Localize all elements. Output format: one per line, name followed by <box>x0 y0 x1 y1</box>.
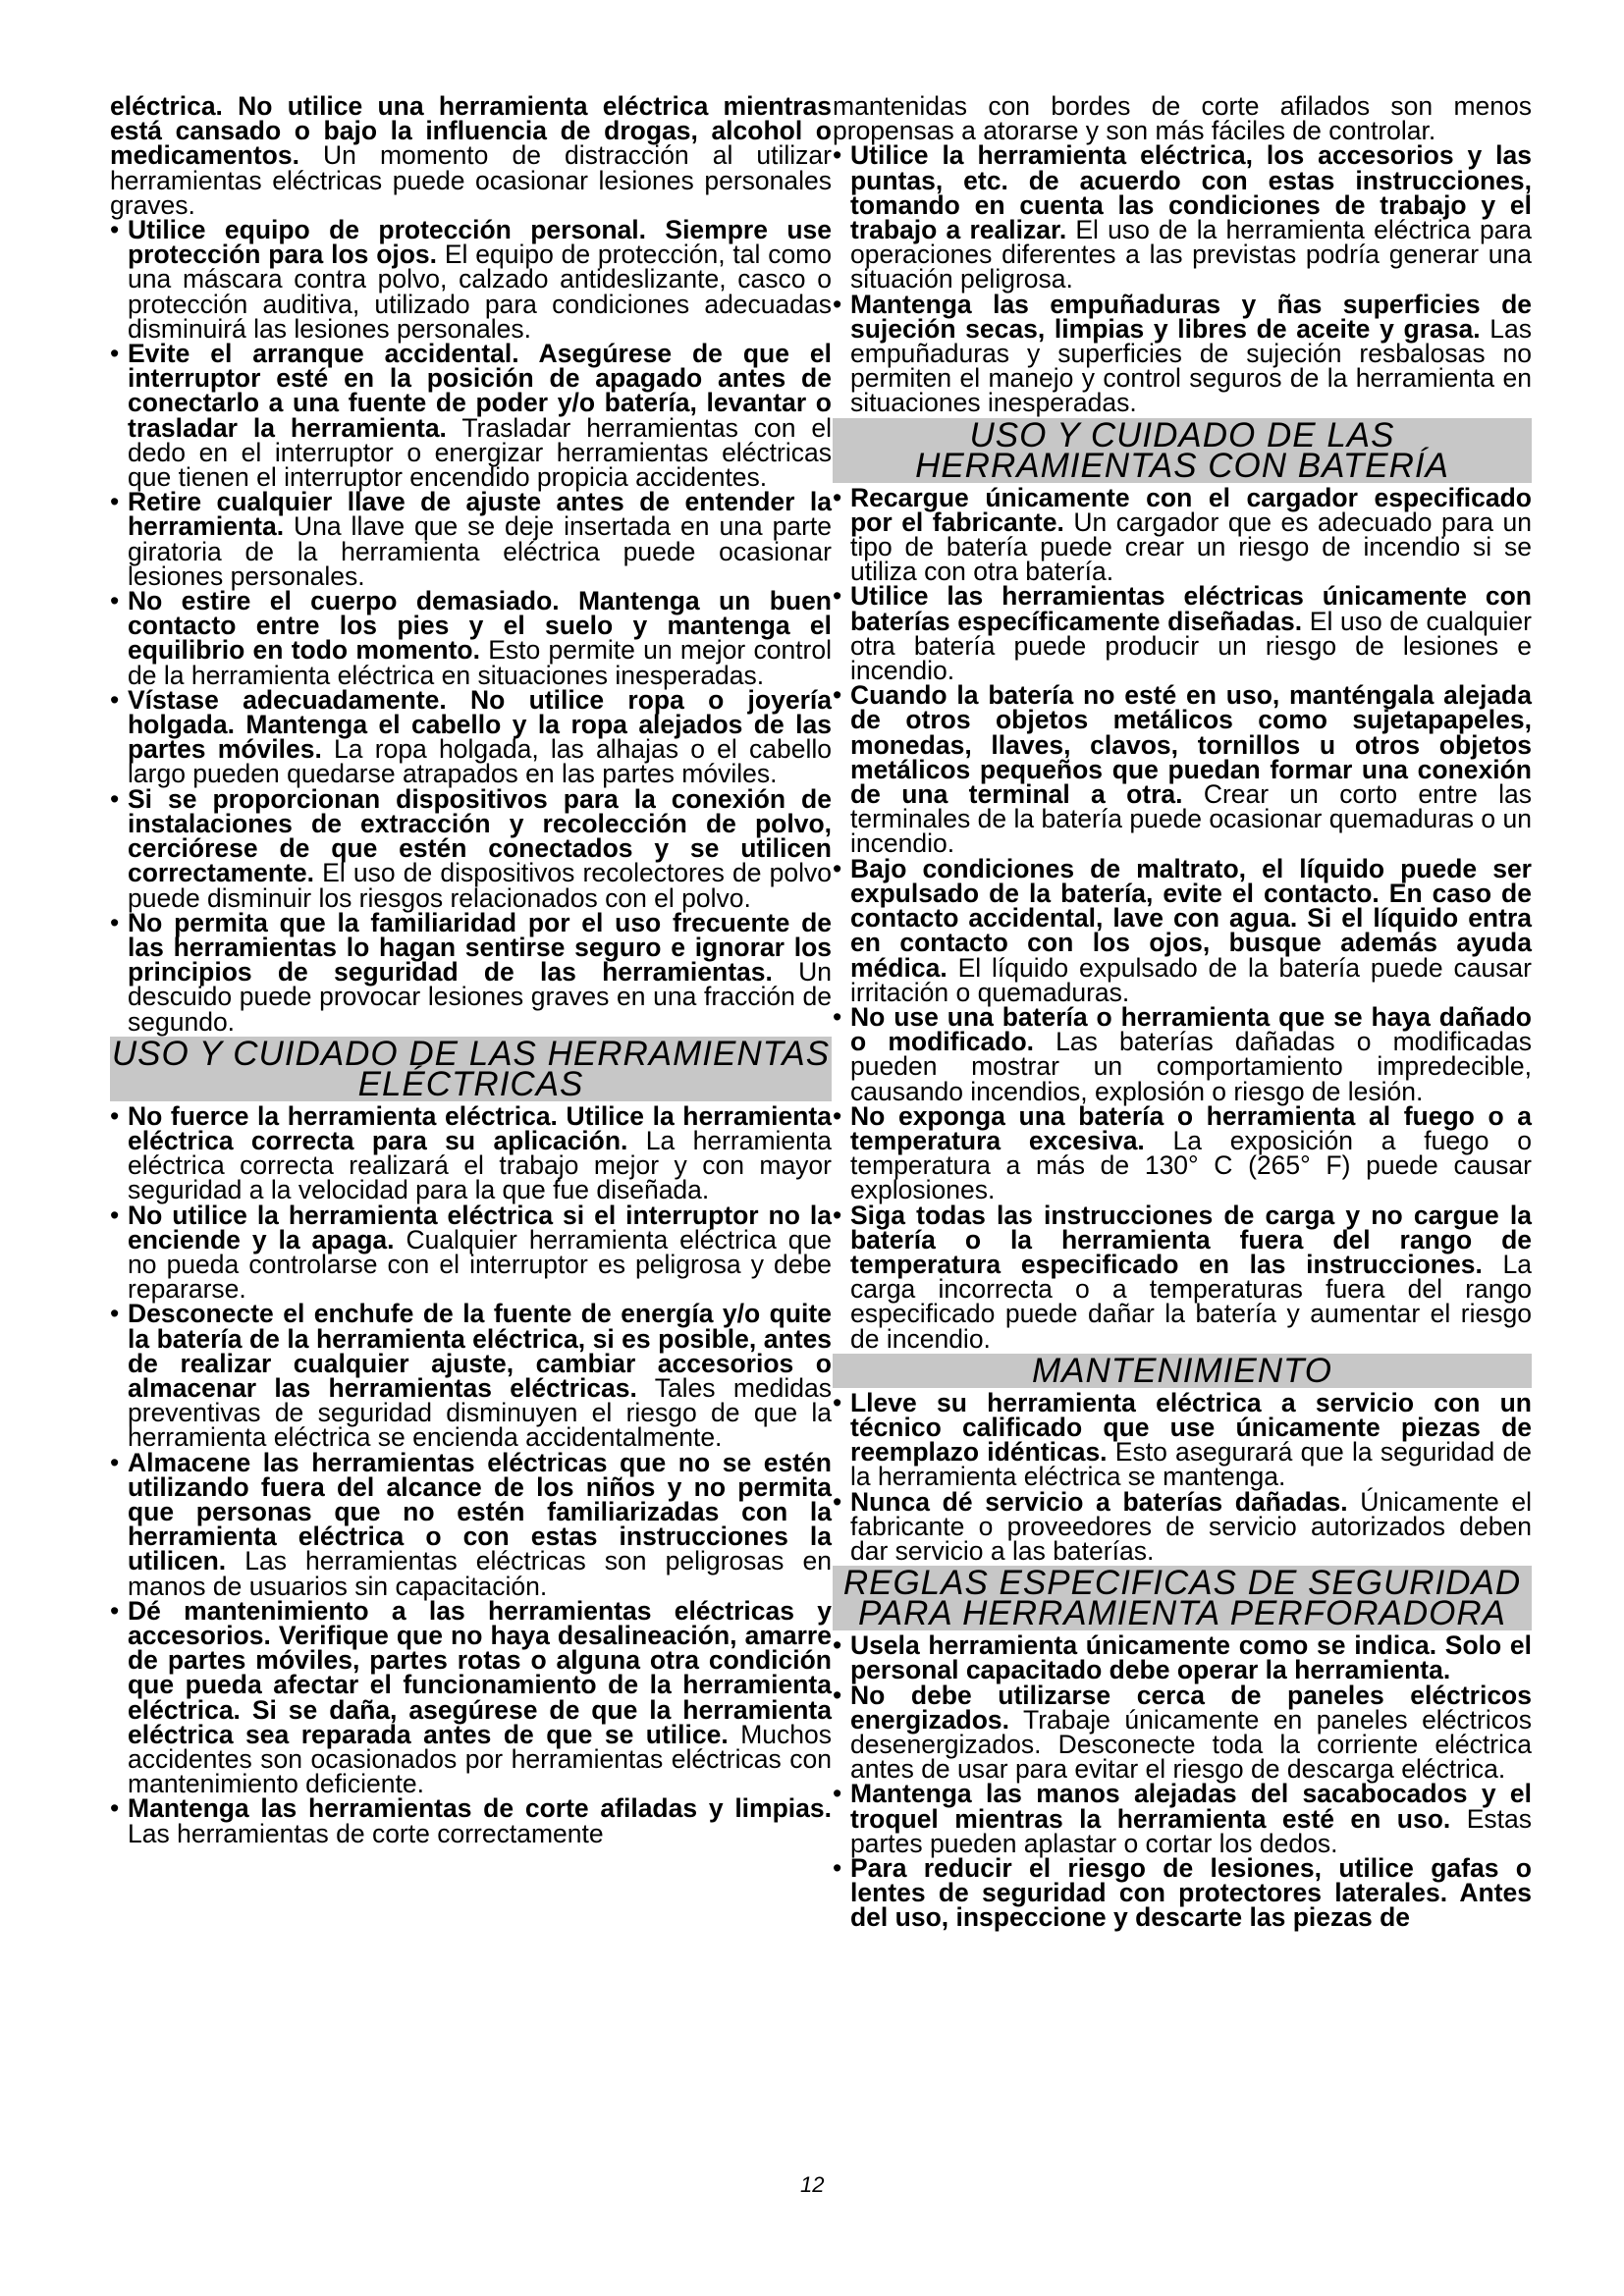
bold-lead-text: Nunca dé servicio a baterías dañadas. <box>850 1486 1348 1517</box>
bullet-item <box>110 339 832 493</box>
body-text: Cualquier herramienta eléctrica que no pueda controlarse con el interruptor es peligrosa y debe repararse. <box>128 1224 832 1305</box>
bold-lead-text: Utilice la herramienta eléctrica, los accesorios y las puntas, etc. de acuerdo con estas instrucciones, tomando en cuenta las condiciones de trabajo y el trabajo a realizar. <box>850 140 1532 245</box>
section-heading: USO Y CUIDADO DE LAS HERRAMIENTAS CON BATERÍA <box>833 418 1532 483</box>
body-text: Únicamente el fabricante o proveedores de servicio autorizados deben dar servicio a las baterías. <box>850 1486 1532 1566</box>
bullet-item <box>833 1630 1532 1685</box>
bullet-item <box>110 586 832 690</box>
body-text: Muchos accidentes son ocasionados por herramientas eléctricas con mantenimiento deficiente. <box>128 1719 832 1799</box>
bold-lead-text: No estire el cuerpo demasiado. Mantenga un buen contacto entre los pies y el suelo y mantenga el equilibrio en todo momento. <box>128 586 832 666</box>
bold-lead-text: Evite el arranque accidental. Asegúrese de que el interruptor esté en la posición de apagado antes de conectarlo a una fuente de poder y/o batería, levantar o trasladar la herramienta. <box>128 339 832 443</box>
bullet-icon: • <box>833 1779 842 1809</box>
section-heading: USO Y CUIDADO DE LAS HERRAMIENTAS ELÉCTRICAS <box>111 1034 831 1103</box>
bullet-item <box>110 215 832 344</box>
bullet-item <box>833 1680 1532 1785</box>
bullet-icon: • <box>833 853 842 883</box>
bullet-item <box>833 1853 1532 1933</box>
body-text: Trabaje únicamente en paneles eléctricos desenergizados. Desconecte toda la corriente eléctrica antes de usar para evitar el riesgo de descarga eléctrica. <box>850 1704 1532 1785</box>
bullet-icon: • <box>833 680 842 711</box>
bullet-item <box>833 581 1532 686</box>
bullet-icon: • <box>833 1387 842 1417</box>
bold-lead-text: Mantenga las herramientas de corte afiladas y limpias. <box>128 1793 832 1824</box>
bullet-icon: • <box>110 1200 120 1230</box>
bullet-icon: • <box>110 339 120 369</box>
bold-lead-text: No utilice la herramienta eléctrica si el interruptor no la enciende y la apaga. <box>128 1200 832 1255</box>
bullet-item <box>110 1595 832 1799</box>
bullet-item <box>110 487 832 591</box>
body-text: Las baterías dañadas o modificadas pueden mostrar un comportamiento impredecible, causando incendios, explosión o riesgo de lesión. <box>850 1027 1533 1106</box>
body-text: Las empuñaduras y superficies de sujeción resbalosas no permiten el manejo y control seguros de la herramienta en situaciones inesperadas. <box>850 313 1532 418</box>
bullet-item <box>833 1100 1533 1205</box>
bullet-icon: • <box>110 1595 120 1626</box>
bullet-item <box>833 1779 1533 1858</box>
bullet-icon: • <box>833 1100 842 1131</box>
bullet-icon: • <box>110 684 120 715</box>
bold-lead-text: Recargue únicamente con el cargador especificado por el fabricante. <box>850 482 1532 537</box>
section-heading: MANTENIMIENTO <box>833 1354 1532 1388</box>
bullet-icon: • <box>110 586 120 616</box>
bullet-item <box>110 783 832 913</box>
bullet-item <box>833 482 1532 587</box>
body-text: Estas partes pueden aplastar o cortar los dedos. <box>850 1803 1533 1858</box>
bold-lead-text: Bajo condiciones de maltrato, el líquido puede ser expulsado de la batería, evite el contacto. En caso de contacto accidental, lave con agua. Si el líquido entra en contacto con los ojos, busque además ayuda médica. <box>850 853 1532 983</box>
bold-lead-text: Retire cualquier llave de ajuste antes de entender la herramienta. <box>128 487 832 542</box>
bold-lead-text: Mantenga las empuñaduras y ñas superficies de sujeción secas, limpias y libres de aceite y grasa. <box>850 289 1532 344</box>
bold-lead-text: No debe utilizarse cerca de paneles eléctricos energizados. <box>850 1680 1532 1735</box>
body-text: Esto permite un mejor control de la herramienta eléctrica en situaciones inesperadas. <box>128 635 832 690</box>
bold-lead-text: Dé mantenimiento a las herramientas eléctricas y accesorios. Verifique que no haya desalineación, amarre de partes móviles, partes rotas o alguna otra condición que pueda afectar el funcionamiento de la herramienta eléctrica. Si se daña, asegúrese de que la herramienta eléctrica sea reparada antes de que se utilice. <box>128 1595 832 1749</box>
bold-lead-text: Desconecte el enchufe de la fuente de energía y/o quite la batería de la herramienta eléctrica, si es posible, antes de realizar cualquier ajuste, cambiar accesorios o almacenar las herramientas eléctricas. <box>128 1299 832 1403</box>
bullet-icon: • <box>110 1793 120 1824</box>
bullet-icon: • <box>833 1200 842 1230</box>
bold-lead-text: Siga todas las instrucciones de carga y no cargue la batería o la herramienta fuera del rango de temperatura especificado en las instrucciones. <box>850 1200 1532 1279</box>
body-text: Tales medidas preventivas de seguridad disminuyen el riesgo de que la herramienta eléctrica se encienda accidentalmente. <box>128 1372 832 1453</box>
bullet-icon: • <box>110 487 120 517</box>
bold-lead-text: Cuando la batería no esté en uso, manténgala alejada de otros objetos metálicos como sujetapapeles, monedas, llaves, clavos, tornillos u otros objetos metálicos pequeños que puedan formar una conexión de una terminal a otra. <box>850 680 1532 810</box>
body-text: El uso de cualquier otra batería puede producir un riesgo de lesiones e incendio. <box>850 606 1532 686</box>
bullet-icon: • <box>833 1001 842 1032</box>
bullet-icon: • <box>110 907 120 937</box>
bullet-item <box>833 1200 1532 1354</box>
body-text: mantenidas con bordes de corte afilados son menos propensas a atorarse y son más fáciles de controlar. <box>833 91 1532 146</box>
bold-lead-text: Utilice las herramientas eléctricas únicamente con baterías específicamente diseñadas. <box>850 581 1532 636</box>
bullet-icon: • <box>110 1299 120 1329</box>
bullet-item <box>110 1447 832 1601</box>
body-text: Trasladar herramientas con el dedo en el interruptor o energizar herramientas eléctricas que tienen el interruptor encendido propicia accidentes. <box>128 412 832 493</box>
body-text: El uso de la herramienta eléctrica para operaciones diferentes a las previstas podría generar una situación peligrosa. <box>850 215 1533 294</box>
left-column <box>110 91 833 1848</box>
body-text: La herramienta eléctrica correcta realizará el trabajo mejor y con mayor seguridad a la velocidad para la que fue diseñada. <box>128 1125 832 1205</box>
bullet-icon: • <box>110 783 120 814</box>
bullet-icon: • <box>833 289 842 319</box>
bold-lead-text: Almacene las herramientas eléctricas que no se estén utilizando fuera del alcance de los niños y no permita que personas que no estén familiarizadas con la herramienta eléctrica o con estas instrucciones la utilicen. <box>128 1447 832 1576</box>
bullet-item <box>833 680 1532 859</box>
section-heading: REGLAS ESPECIFICAS DE SEGURIDAD PARA HERRAMIENTA PERFORADORA <box>833 1566 1532 1630</box>
bold-lead-text: No fuerce la herramienta eléctrica. Utilice la herramienta eléctrica correcta para su aplicación. <box>128 1100 832 1155</box>
bullet-item <box>833 140 1533 294</box>
body-text: Crear un corto entre las terminales de la batería puede ocasionar quemaduras o un incendio. <box>850 779 1532 859</box>
body-text: El uso de dispositivos recolectores de polvo puede disminuir los riesgos relacionados con el polvo. <box>128 858 832 913</box>
bullet-icon: • <box>833 1853 842 1883</box>
bullet-item <box>110 907 832 1037</box>
bold-lead-text: Usela herramienta únicamente como se indica. Solo el personal capacitado debe operar la herramienta. <box>850 1630 1532 1685</box>
bold-lead-text: No exponga una batería o herramienta al fuego o a temperatura excesiva. <box>850 1100 1532 1155</box>
bullet-item <box>110 1200 832 1305</box>
bullet-icon: • <box>110 215 120 245</box>
bullet-item <box>833 1486 1532 1566</box>
bold-lead-text: eléctrica. No utilice una herramienta eléctrica mientras está cansado o bajo la influencia de drogas, alcohol o medicamentos. <box>110 91 832 171</box>
bullet-icon: • <box>833 140 842 171</box>
body-text: Las herramientas eléctricas son peligrosas en manos de usuarios sin capacitación. <box>128 1546 832 1601</box>
bullet-item <box>833 853 1532 1007</box>
body-text: La ropa holgada, las alhajas o el cabello largo pueden quedarse atrapados en las partes móviles. <box>128 734 833 789</box>
right-column <box>833 91 1533 1933</box>
body-text: El equipo de protección, tal como una máscara contra polvo, calzado antideslizante, casco o protección auditiva, utilizado para condiciones adecuadas disminuirá las lesiones personales. <box>128 240 832 344</box>
page-number: 12 <box>800 2172 825 2197</box>
body-text: Un momento de distracción al utilizar herramientas eléctricas puede ocasionar lesiones personales graves. <box>110 140 832 220</box>
continued-paragraph <box>833 91 1532 146</box>
bullet-item <box>110 1793 832 1848</box>
body-text: Una llave que se deje insertada en una parte giratoria de la herramienta eléctrica puede ocasionar lesiones personales. <box>128 511 832 591</box>
bold-lead-text: Si se proporcionan dispositivos para la conexión de instalaciones de extracción y recolección de polvo, cerciórese de que estén conectados y se utilicen correctamente. <box>128 783 832 888</box>
bullet-icon: • <box>110 1100 120 1131</box>
bold-lead-text: Lleve su herramienta eléctrica a servicio con un técnico calificado que use únicamente piezas de reemplazo idénticas. <box>850 1387 1532 1468</box>
bullet-icon: • <box>110 1447 120 1477</box>
bullet-icon: • <box>833 581 842 612</box>
bold-lead-text: No use una batería o herramienta que se haya dañado o modificado. <box>850 1001 1532 1057</box>
bullet-item <box>833 289 1532 418</box>
body-text: Las herramientas de corte correctamente <box>128 1818 604 1848</box>
bullet-item <box>833 1387 1532 1492</box>
bullet-icon: • <box>833 1630 842 1661</box>
bold-lead-text: Mantenga las manos alejadas del sacabocados y el troquel mientras la herramienta esté en uso. <box>850 1779 1532 1834</box>
bullet-icon: • <box>833 482 842 512</box>
bullet-item <box>833 1001 1533 1106</box>
body-text: El líquido expulsado de la batería puede causar irritación o quemaduras. <box>850 952 1532 1007</box>
bold-lead-text: Vístase adecuadamente. No utilice ropa o joyería holgada. Mantenga el cabello y la ropa alejados de las partes móviles. <box>128 684 832 765</box>
body-text: Un descuido puede provocar lesiones graves en una fracción de segundo. <box>128 957 832 1037</box>
continued-paragraph <box>110 91 832 220</box>
body-text: Un cargador que es adecuado para un tipo de batería puede crear un riesgo de incendio si se utiliza con otra batería. <box>850 507 1532 587</box>
bullet-icon: • <box>833 1680 842 1710</box>
body-text: La carga incorrecta o a temperaturas fuera del rango especificado puede dañar la batería y aumentar el riesgo de incendio. <box>850 1249 1532 1354</box>
bold-lead-text: No permita que la familiaridad por el uso frecuente de las herramientas lo hagan sentirse seguro e ignorar los principios de seguridad de las herramientas. <box>128 907 832 988</box>
bold-lead-text: Utilice equipo de protección personal. Siempre use protección para los ojos. <box>128 215 832 270</box>
bullet-item <box>110 684 833 789</box>
bullet-icon: • <box>833 1486 842 1517</box>
body-text: Esto asegurará que la seguridad de la herramienta eléctrica se mantenga. <box>850 1437 1532 1492</box>
body-text: La exposición a fuego o temperatura a más de 130° C (265° F) puede causar explosiones. <box>850 1125 1533 1205</box>
bullet-item <box>110 1299 832 1453</box>
bullet-item <box>110 1100 832 1205</box>
bold-lead-text: Para reducir el riesgo de lesiones, utilice gafas o lentes de seguridad con protectores laterales. Antes del uso, inspeccione y descarte las piezas de <box>850 1853 1532 1933</box>
